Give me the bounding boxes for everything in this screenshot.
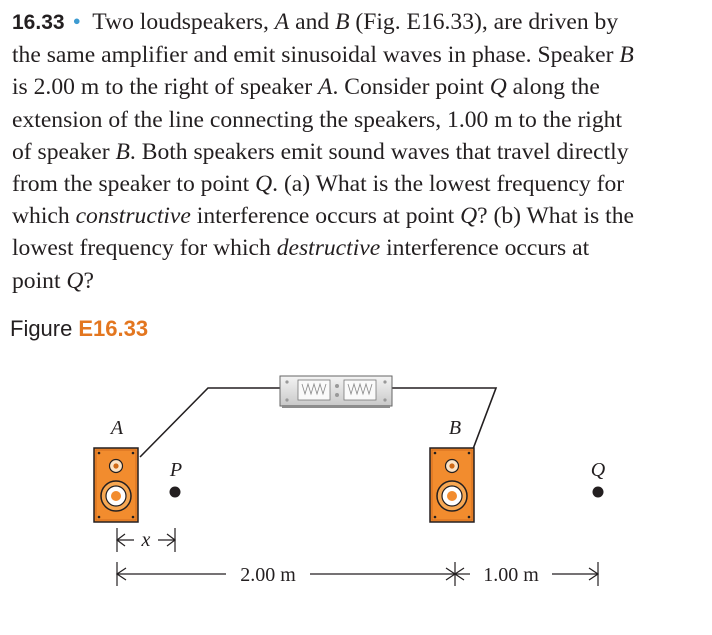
text-run: . (a) What is the lowest frequency for xyxy=(272,171,625,198)
figure-heading-number: E16.33 xyxy=(78,316,149,341)
problem-number: 16.33 xyxy=(12,11,65,34)
speaker-b-label: B xyxy=(448,417,462,439)
var-A: A xyxy=(274,9,290,35)
point-q-label: Q xyxy=(590,459,606,481)
var-Q: Q xyxy=(460,203,478,230)
var-A: A xyxy=(318,74,333,101)
dimension-2m-label: 2.00 m xyxy=(240,564,296,586)
emphasis-destructive: destructive xyxy=(276,235,381,262)
text-run: and xyxy=(289,9,336,35)
figure-heading xyxy=(10,316,148,342)
point-p-label: P xyxy=(169,459,183,481)
var-Q: Q xyxy=(489,74,507,101)
text-run: . Both speakers emit sound waves that travel directly xyxy=(129,138,629,165)
var-B: B xyxy=(335,9,350,35)
problem-text xyxy=(12,6,700,297)
wire-to-speaker-b xyxy=(388,388,496,457)
text-run: interference occurs at xyxy=(380,235,590,262)
text-run: ? xyxy=(83,267,94,294)
emphasis-constructive: constructive xyxy=(75,203,191,230)
text-run: lowest frequency for which xyxy=(12,235,277,262)
var-Q: Q xyxy=(255,171,273,198)
point-p-dot xyxy=(170,487,181,498)
text-run: is 2.00 m to the right of speaker xyxy=(12,74,319,101)
text-run: which xyxy=(12,203,76,230)
speaker-a-label: A xyxy=(110,417,124,439)
var-B: B xyxy=(619,42,634,69)
text-run: point xyxy=(12,267,67,294)
text-run: ? (b) What is the xyxy=(477,203,634,230)
amplifier-icon xyxy=(280,376,392,408)
var-B: B xyxy=(115,138,130,165)
figure-diagram xyxy=(0,340,712,635)
text-run: (Fig. E16.33), are driven by xyxy=(349,9,619,35)
text-run: of speaker xyxy=(12,138,116,165)
dimension-1m-label: 1.00 m xyxy=(483,564,539,586)
speaker-b-icon xyxy=(430,448,474,522)
wire-to-speaker-a xyxy=(140,388,284,457)
text-run: Two loudspeakers, xyxy=(86,9,275,35)
text-run: interference occurs at point xyxy=(190,203,461,230)
text-run: from the speaker to point xyxy=(12,171,256,198)
speaker-a-icon xyxy=(94,448,138,522)
bullet-icon: • xyxy=(72,9,81,35)
point-q-dot xyxy=(593,487,604,498)
dimension-x-label: x xyxy=(141,529,151,551)
text-run: . Consider point xyxy=(332,74,490,101)
text-run: the same amplifier and emit sinusoidal waves in phase. Speaker xyxy=(12,42,620,69)
figure-heading-word: Figure xyxy=(10,316,73,341)
var-Q: Q xyxy=(66,267,84,294)
text-run: extension of the line connecting the speakers, 1.00 m to the right xyxy=(12,106,623,133)
text-run: along the xyxy=(506,74,600,101)
